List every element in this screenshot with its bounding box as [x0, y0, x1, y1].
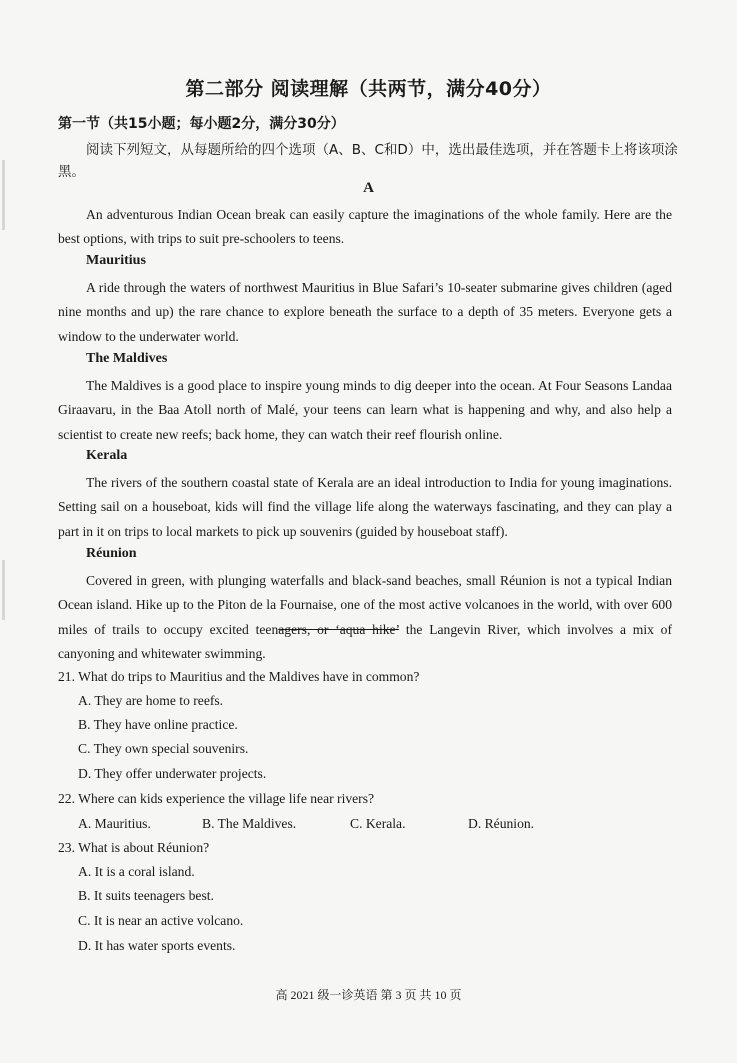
- reunion-text-b: the Langevin River, which involves a mix of canyoning and whitewater swimming.: [58, 621, 672, 662]
- q21-option-b: B. They have online practice.: [78, 717, 238, 732]
- q22-option-a: A. Mauritius.: [78, 816, 151, 831]
- passage-label: A: [363, 180, 374, 196]
- q23-option-b: B. It suits teenagers best.: [78, 888, 214, 903]
- subheading-maldives: The Maldives: [86, 351, 168, 366]
- q22-option-c: C. Kerala.: [350, 816, 406, 831]
- paragraph-maldives: The Maldives is a good place to inspire young minds to dig deeper into the ocean. At Four Seasons Landaa Giraavaru, in the Baa Atoll north of Malé, your teens can learn what is happening and why, and also help a scientist to create new reefs; back home, they can watch their reef flourish online.: [58, 378, 672, 442]
- paragraph-kerala: The rivers of the southern coastal state of Kerala are an ideal introduction to India for young imaginations. Setting sail on a houseboat, kids will find the village life along the waterways fascinating, and they can play a part in it on trips to local markets to pick up souvenirs (guided by houseboat staff).: [58, 475, 672, 539]
- q23-option-d: D. It has water sports events.: [78, 938, 236, 953]
- reunion-struck-text: agers, or ‘aqua hike’: [278, 621, 400, 637]
- q23-option-a: A. It is a coral island.: [78, 864, 195, 879]
- q21-option-d: D. They offer underwater projects.: [78, 766, 267, 781]
- page-footer: 高 2021 级一诊英语 第 3 页 共 10 页: [275, 988, 462, 1002]
- subheading-mauritius: Mauritius: [86, 253, 146, 268]
- q21-option-c: C. They own special souvenirs.: [78, 741, 249, 756]
- subheading-reunion: Réunion: [86, 546, 137, 561]
- q22-option-b: B. The Maldives.: [202, 816, 297, 831]
- scan-edge-mark: [2, 560, 5, 620]
- q22-option-d: D. Réunion.: [468, 816, 535, 831]
- paragraph-reunion: [58, 569, 672, 667]
- section-heading: 第一节（共15小题；每小题2分，满分30分）: [58, 116, 345, 132]
- subheading-kerala: Kerala: [86, 448, 128, 463]
- question-21-stem: 21. What do trips to Mauritius and the Maldives have in common?: [58, 669, 420, 684]
- question-23-stem: 23. What is about Réunion?: [58, 840, 210, 855]
- question-22-stem: 22. Where can kids experience the village life near rivers?: [58, 791, 375, 806]
- paragraph-mauritius: A ride through the waters of northwest Mauritius in Blue Safari’s 10-seater submarine gives children (aged nine months and up) the rare chance to explore beneath the surface to a depth of 35 meters. Everyone gets a window to the underwater world.: [58, 280, 672, 344]
- part-title: 第二部分 阅读理解（共两节，满分40分）: [185, 78, 552, 100]
- passage-intro: An adventurous Indian Ocean break can easily capture the imaginations of the whole family. Here are the best options, with trips to suit pre-schoolers to teens.: [58, 207, 672, 247]
- instructions: 阅读下列短文，从每题所给的四个选项（A、B、C和D）中，选出最佳选项，并在答题卡上将该项涂黑。: [58, 142, 678, 180]
- q21-option-a: A. They are home to reefs.: [78, 693, 224, 708]
- reunion-text-a: Covered in green, with plunging waterfalls and black-sand beaches, small Réunion is not a typical Indian Ocean island. Hike up to the Piton de la Fournaise, one of the most active volcanoes in the world, with over 600 miles of trails to occupy excited teen: [58, 573, 672, 637]
- q23-option-c: C. It is near an active volcano.: [78, 913, 244, 928]
